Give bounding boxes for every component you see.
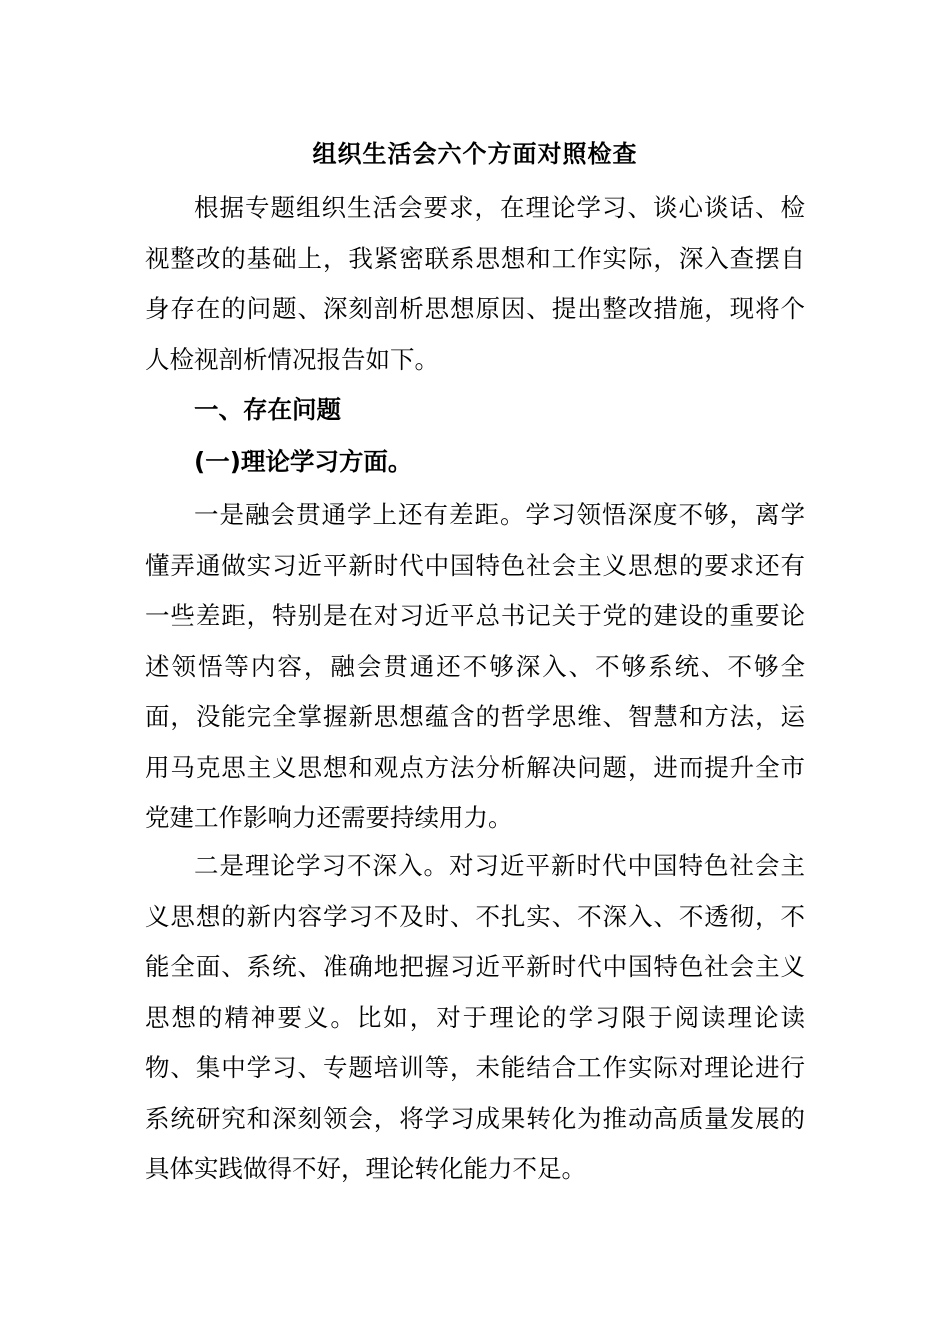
problem-paragraph-1: 一是融会贯通学上还有差距。学习领悟深度不够，离学懂弄通做实习近平新时代中国特色社会主义思想的要求还有一些差距，特别是在对习近平总书记关于党的建设的重要论述领悟等内容，融会贯通还不够深入、不够系统、不够全面，没能完全掌握新思想蕴含的哲学思维、智慧和方法，运用马克思主义思想和观点方法分析解决问题，进而提升全市党建工作影响力还需要持续用力。 [145, 500, 805, 832]
section-heading-problems: 一、存在问题 [194, 395, 341, 424]
intro-paragraph: 根据专题组织生活会要求，在理论学习、谈心谈话、检视整改的基础上，我紧密联系思想和工作实际，深入查摆自身存在的问题、深刻剖析思想原因、提出整改措施，现将个人检视剖析情况报告如下。 [145, 193, 805, 374]
subsection-heading-theory-study: (一)理论学习方面。 [194, 447, 413, 476]
problem-paragraph-2: 二是理论学习不深入。对习近平新时代中国特色社会主义思想的新内容学习不及时、不扎实、不深入、不透彻，不能全面、系统、准确地把握习近平新时代中国特色社会主义思想的精神要义。比如，对于理论的学习限于阅读理论读物、集中学习、专题培训等，未能结合工作实际对理论进行系统研究和深刻领会，将学习成果转化为推动高质量发展的具体实践做得不好，理论转化能力不足。 [145, 851, 805, 1183]
document-title: 组织生活会六个方面对照检查 [312, 140, 638, 168]
